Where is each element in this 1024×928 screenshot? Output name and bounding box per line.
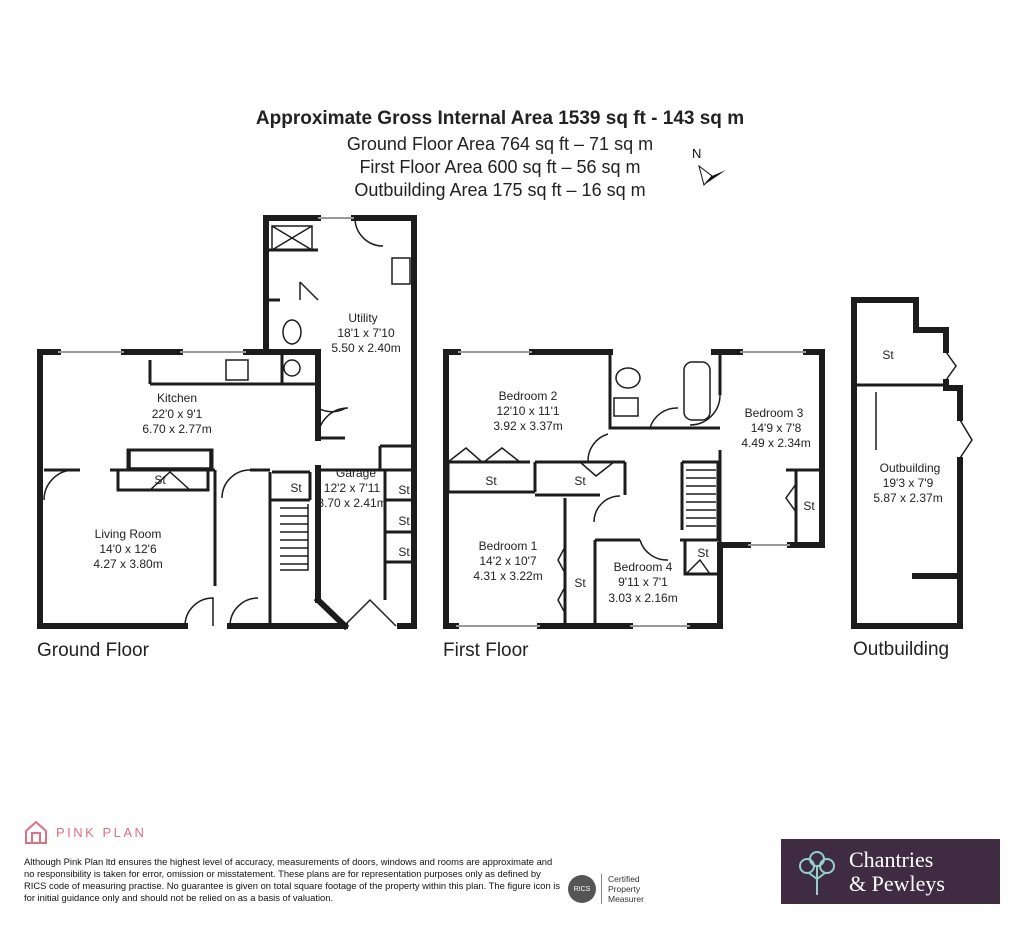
bedroom4-metric: 3.03 x 2.16m xyxy=(608,591,678,605)
utility-metric: 5.50 x 2.40m xyxy=(331,341,401,355)
storage-label: St xyxy=(574,576,586,590)
bedroom1-imperial: 14'2 x 10'7 xyxy=(479,554,537,568)
first-floor-title: First Floor xyxy=(443,640,529,661)
kitchen-name: Kitchen xyxy=(156,391,198,405)
storage-label: St xyxy=(290,481,302,495)
north-arrow-icon xyxy=(692,146,726,185)
bedroom3-metric: 4.49 x 2.34m xyxy=(741,436,811,450)
bedroom2-name: Bedroom 2 xyxy=(498,389,558,403)
garage-metric: 3.70 x 2.41m xyxy=(317,496,387,510)
bedroom4-imperial: 9'11 x 7'1 xyxy=(618,575,668,589)
bedroom1-metric: 4.31 x 3.22m xyxy=(473,569,543,583)
first-floor-area: First Floor Area 600 sq ft – 56 sq m xyxy=(359,157,641,177)
storage-label: St xyxy=(803,499,815,513)
north-label: N xyxy=(692,146,702,161)
garage-name: Garage xyxy=(335,466,377,480)
storage-label: St xyxy=(398,483,410,497)
house-icon xyxy=(24,819,48,845)
utility-imperial: 18'1 x 7'10 xyxy=(337,326,395,340)
living-room-imperial: 14'0 x 12'6 xyxy=(99,542,157,556)
storage-label: St xyxy=(398,514,410,528)
outbuilding-name: Outbuilding xyxy=(879,461,941,475)
disclaimer-text: Although Pink Plan ltd ensures the highest level of accuracy, measurements of doors, windows and rooms are approximate and no responsibility is taken for error, omission or misstatement. These plans are for representation purposes only as defined by RICS code of measuring practise. No guarantee is given on total square footage of the property within this plan. The figure icon is for initial guidance only and should not be relied on as a basis of valuation. xyxy=(24,856,561,903)
rics-certification xyxy=(568,872,644,906)
brand-name: PINK PLAN xyxy=(56,824,147,840)
outbuilding-metric: 5.87 x 2.37m xyxy=(873,491,943,505)
gross-area-title: Approximate Gross Internal Area 1539 sq ft - 143 sq m xyxy=(255,108,745,129)
storage-label: St xyxy=(398,545,410,559)
outbuilding-area: Outbuilding Area 175 sq ft – 16 sq m xyxy=(354,180,646,200)
bedroom2-imperial: 12'10 x 11'1 xyxy=(496,404,560,418)
agent-logo xyxy=(781,839,1000,904)
storage-label: St xyxy=(485,474,497,488)
bedroom1-name: Bedroom 1 xyxy=(478,539,538,553)
pink-plan-logo xyxy=(24,818,146,846)
ground-floor-windows xyxy=(58,218,354,352)
storage-label: St xyxy=(882,348,894,362)
ground-floor-title: Ground Floor xyxy=(37,640,149,661)
outbuilding-imperial: 19'3 x 7'9 xyxy=(882,476,934,490)
utility-name: Utility xyxy=(348,311,378,325)
rics-line2: Property xyxy=(608,884,641,894)
bedroom3-name: Bedroom 3 xyxy=(744,406,804,420)
agent-name-line1: Chantries xyxy=(849,847,934,872)
rics-line1: Certified xyxy=(608,874,640,884)
rics-line3: Measurer xyxy=(608,894,644,904)
storage-label: St xyxy=(154,473,166,487)
ground-floor-area: Ground Floor Area 764 sq ft – 71 sq m xyxy=(346,134,654,154)
garage-imperial: 12'2 x 7'11 xyxy=(323,481,381,495)
room-labels xyxy=(93,311,942,605)
storage-label: St xyxy=(697,546,709,560)
living-room-metric: 4.27 x 3.80m xyxy=(93,557,163,571)
living-room-name: Living Room xyxy=(94,527,162,541)
bedroom4-name: Bedroom 4 xyxy=(613,560,673,574)
kitchen-imperial: 22'0 x 9'1 xyxy=(151,407,203,421)
agent-name-line2: & Pewleys xyxy=(849,871,945,896)
rics-badge-icon: RICS xyxy=(568,875,596,903)
bedroom3-imperial: 14'9 x 7'8 xyxy=(750,421,802,435)
outbuilding-title: Outbuilding xyxy=(853,639,950,660)
tree-icon xyxy=(787,839,847,904)
kitchen-metric: 6.70 x 2.77m xyxy=(142,422,212,436)
bedroom2-metric: 3.92 x 3.37m xyxy=(493,419,563,433)
storage-label: St xyxy=(574,474,586,488)
